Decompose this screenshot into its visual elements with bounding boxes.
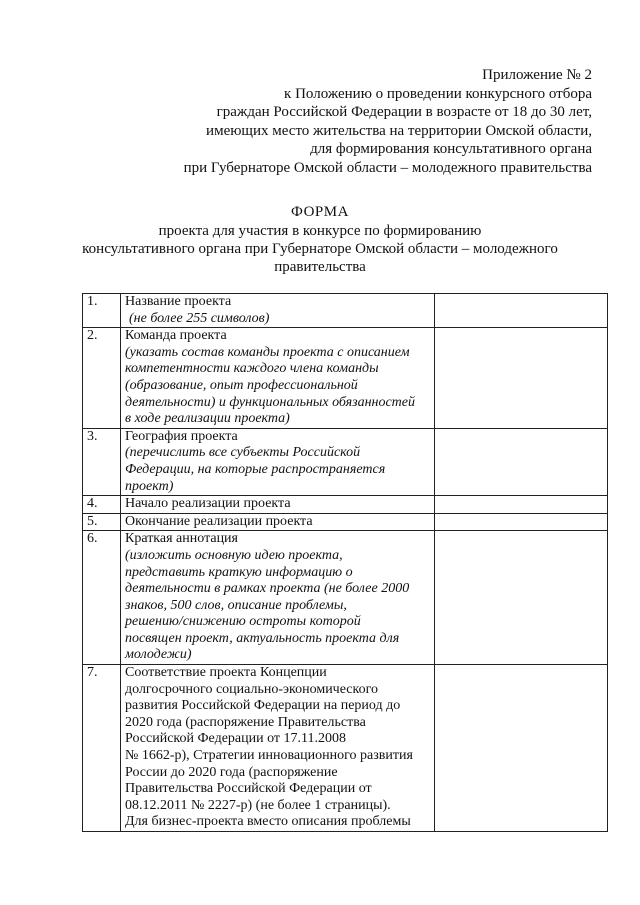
row-label: развития Российской Федерации на период до [125,698,401,714]
row-hint: проект) [125,478,174,494]
row-description [121,531,435,665]
row-label: 08.12.2011 № 2227-р) (не более 1 страницы). [125,797,391,813]
row-description [121,496,435,514]
row-label: Окончание реализации проекта [125,513,313,529]
row-label: Краткая аннотация [125,531,238,547]
table-row [83,496,608,514]
row-number: 4. [83,496,121,514]
row-value-cell[interactable] [435,665,608,832]
row-value-cell[interactable] [435,513,608,531]
row-hint: (перечислить все субъекты Российской [125,445,361,461]
header-line: Приложение № 2 [482,67,592,83]
row-description [121,428,435,495]
row-label: Команда проекта [125,328,227,344]
row-hint: (изложить основную идею проекта, [125,547,343,563]
row-label: 2020 года (распоряжение Правительства [125,714,366,730]
header-line: для формирования консультативного органа [310,141,592,158]
row-number: 7. [83,665,121,832]
header-line: при Губернаторе Омской области – молодежного правительства [183,159,592,176]
row-hint: посвящен проект, актуальность проекта для [125,630,400,646]
row-description [121,513,435,531]
row-label: Название проекта [125,294,232,309]
row-hint: представить краткую информацию о [125,564,353,580]
row-hint: (не более 255 символов) [129,310,270,326]
row-label: России до 2020 года (распоряжение [125,764,338,780]
row-hint: молодежи) [125,647,192,663]
row-number: 3. [83,428,121,495]
row-hint: (указать состав команды проекта с описанием [125,344,410,360]
row-label: География проекта [125,428,238,444]
row-value-cell[interactable] [435,531,608,665]
row-hint: деятельности в рамках проекта (не более 2000 [125,581,410,597]
row-label: Начало реализации проекта [125,496,291,512]
row-number: 5. [83,513,121,531]
document-header [184,66,592,178]
row-value-cell[interactable] [435,428,608,495]
row-hint: в ходе реализации проекта) [125,411,290,427]
row-hint: знаков, 500 слов, описание проблемы, [125,597,347,613]
row-label: Правительства Российской Федерации от [125,781,372,797]
header-line: граждан Российской Федерации в возрасте от 18 до 30 лет, [216,104,592,121]
row-value-cell[interactable] [435,328,608,429]
form-subtitle-line: консультативного органа при Губернаторе Омской области – молодежного [82,241,558,257]
row-number: 2. [83,328,121,429]
table-row [83,513,608,531]
row-value-cell[interactable] [435,294,608,328]
form-title: ФОРМА [291,204,349,220]
table-row [83,294,608,328]
project-form-table [82,293,608,832]
row-hint: решению/снижению остроты которой [125,614,361,630]
row-hint: Федерации, на которые распространяется [125,461,386,477]
row-value-cell[interactable] [435,496,608,514]
row-label: Соответствие проекта Концепции [125,665,327,681]
row-number: 6. [83,531,121,665]
row-number: 1. [83,294,121,328]
row-description [121,294,435,328]
row-hint: (образование, опыт профессиональной [125,377,358,393]
form-title-block [0,203,640,276]
row-description [121,328,435,429]
row-hint: компетентности каждого члена команды [125,361,379,377]
header-line: имеющих место жительства на территории Омской области, [206,122,592,139]
row-label: долгосрочного социально-экономического [125,681,378,697]
row-label: Российской Федерации от 17.11.2008 [125,731,347,747]
form-subtitle-line: проекта для участия в конкурсе по формированию [158,223,482,239]
form-subtitle-line: правительства [274,259,366,275]
table-row [83,665,608,832]
table-row [83,428,608,495]
row-label: Для бизнес-проекта вместо описания проблемы [125,814,411,830]
row-label: № 1662-р), Стратегии инновационного развития [125,748,413,764]
table-row [83,531,608,665]
header-line: к Положению о проведении конкурсного отбора [284,85,592,102]
row-description [121,665,435,832]
table-row [83,328,608,429]
row-hint: деятельности) и функциональных обязанностей [125,394,416,410]
